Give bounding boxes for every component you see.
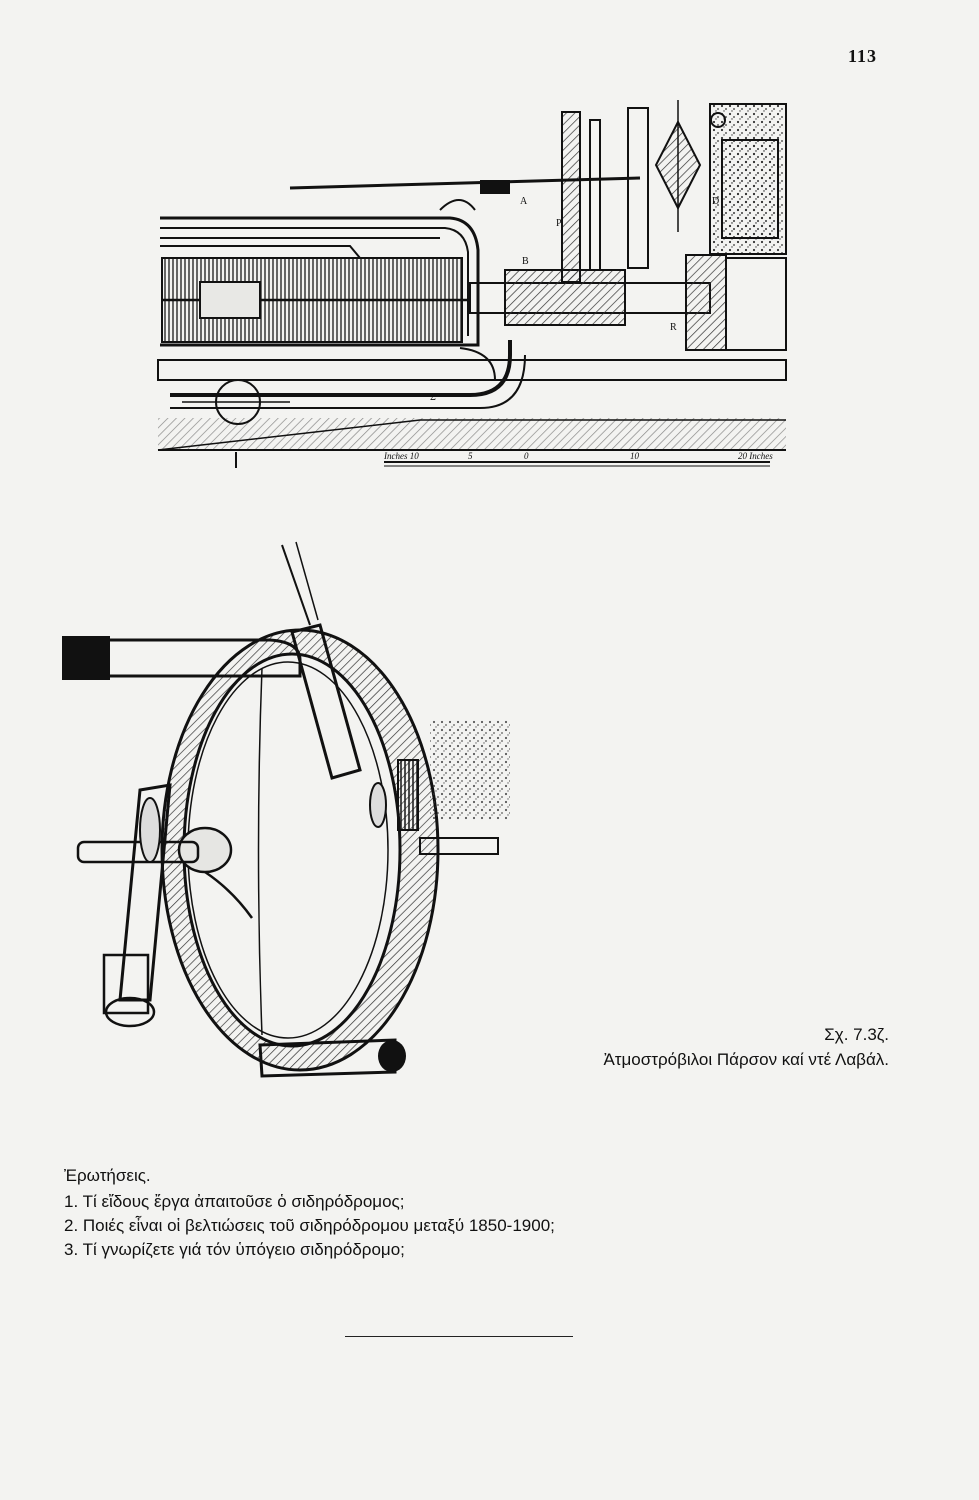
drawing-letter-a: A: [520, 196, 528, 207]
question-item: 3. Τί γνωρίζετε γιά τόν ὑπόγειο σιδηρόδρομο;: [64, 1240, 405, 1259]
parsons-turbine-drawing: [158, 100, 786, 468]
questions-section: [64, 1164, 555, 1262]
question-item: 1. Τί εἴδους ἔργα ἀπαιτοῦσε ὁ σιδηρόδρομος;: [64, 1192, 405, 1211]
drawing-letter-p: P: [556, 218, 562, 229]
scale-label-5: 5: [468, 451, 473, 461]
figure-number: Σχ. 7.3ζ.: [824, 1025, 889, 1044]
drawing-letter-r: R: [670, 322, 677, 333]
drawing-letter-b: B: [522, 256, 529, 267]
figure-caption: [603, 1022, 889, 1072]
questions-list: [64, 1190, 555, 1262]
drawing-letter-d: D: [712, 196, 720, 207]
scale-label-10: 10: [630, 451, 639, 461]
scale-label-left: Inches 10: [384, 451, 419, 461]
page-number: 113: [848, 46, 878, 66]
question-item: 2. Ποιές εἶναι οἱ βελτιώσεις τοῦ σιδηρόδρομου μεταξύ 1850-1900;: [64, 1216, 555, 1235]
section-divider: [345, 1336, 573, 1337]
scale-label-0: 0: [524, 451, 529, 461]
de-laval-turbine-drawing: [62, 542, 510, 1076]
scale-label-right: 20 Inches: [738, 451, 773, 461]
questions-title: Ἐρωτήσεις.: [64, 1166, 151, 1185]
drawing-letter-sigma: Σ: [430, 392, 436, 403]
figure-caption-text: Ἀτμοστρόβιλοι Πάρσον καί ντέ Λαβάλ.: [603, 1050, 889, 1069]
